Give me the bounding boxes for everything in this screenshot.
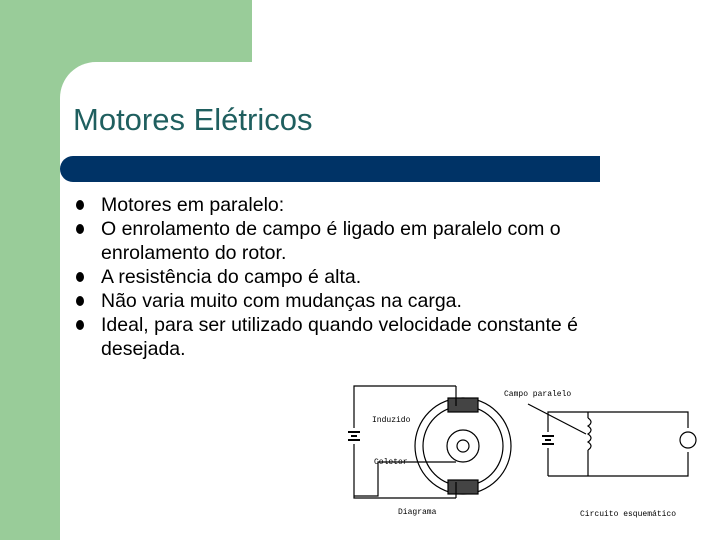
bullet-item: [76, 289, 661, 313]
bullet-text: Motores em paralelo:: [101, 194, 285, 216]
rotor: [447, 430, 479, 462]
bullet-item: [76, 313, 661, 361]
caption-diagrama: Diagrama: [398, 508, 437, 517]
field-pole-bottom: [448, 480, 478, 494]
armature-icon: [680, 432, 696, 448]
motor-diagram-image: [338, 372, 720, 540]
caption-circuito: Circuito esquemático: [580, 510, 677, 519]
slide-title: Motores Elétricos: [73, 102, 313, 137]
bullet-text: O enrolamento de campo é ligado em paralelo com o enrolamento do rotor.: [101, 218, 561, 264]
bullet-dot-icon: [76, 200, 84, 210]
label-coletor: Coletor: [374, 458, 408, 467]
bullet-list: [76, 193, 661, 361]
bullet-dot-icon: [76, 272, 84, 282]
rotor-shaft: [457, 440, 469, 452]
field-coil-icon: [588, 418, 591, 450]
bullet-text: Não varia muito com mudanças na carga.: [101, 290, 462, 312]
motor-diagram-svg: [338, 372, 720, 540]
bullet-dot-icon: [76, 296, 84, 306]
bullet-dot-icon: [76, 224, 84, 234]
leader-line: [528, 404, 586, 434]
bullet-text: A resistência do campo é alta.: [101, 266, 362, 288]
title-underline-bar: [60, 156, 600, 182]
bullet-item: [76, 217, 661, 265]
label-campo-paralelo: Campo paralelo: [504, 390, 572, 399]
bullet-text: Ideal, para ser utilizado quando velocidade constante é desejada.: [101, 314, 578, 360]
motor-housing-inner: [423, 406, 503, 486]
bullet-item: [76, 265, 661, 289]
wire: [548, 452, 688, 476]
bullet-dot-icon: [76, 320, 84, 330]
label-induzido: Induzido: [372, 416, 411, 425]
field-pole-top: [448, 398, 478, 412]
bullet-item: [76, 193, 661, 217]
background-green-strip: [0, 0, 60, 540]
